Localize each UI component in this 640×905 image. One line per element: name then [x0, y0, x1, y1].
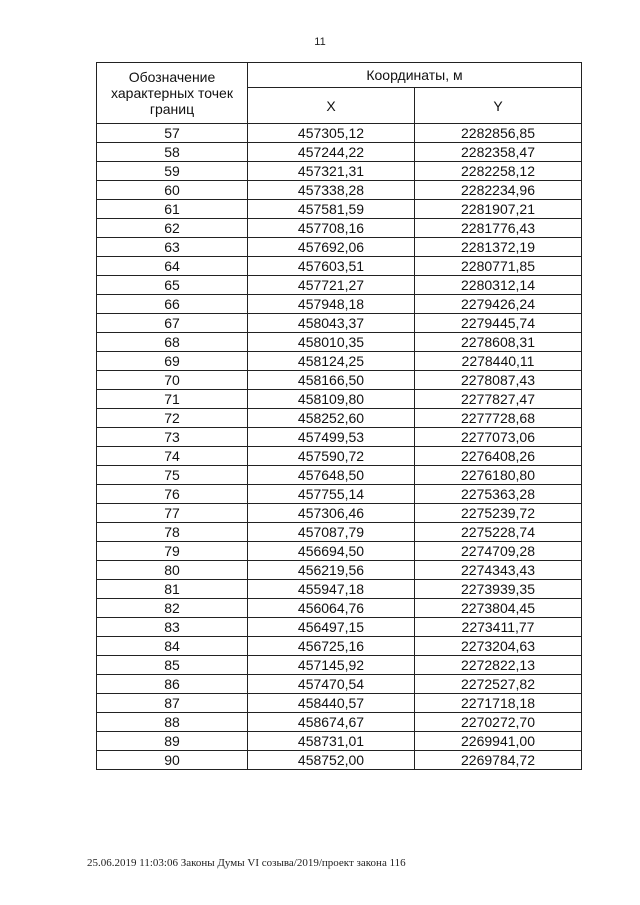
point-cell: 58	[97, 143, 248, 162]
x-cell: 458166,50	[248, 371, 415, 390]
x-cell: 458252,60	[248, 409, 415, 428]
table-row	[97, 485, 582, 504]
table-row	[97, 238, 582, 257]
x-cell: 457145,92	[248, 656, 415, 675]
x-cell: 457470,54	[248, 675, 415, 694]
table-row	[97, 599, 582, 618]
y-cell: 2271718,18	[415, 694, 582, 713]
x-cell: 458731,01	[248, 732, 415, 751]
point-cell: 88	[97, 713, 248, 732]
x-cell: 457305,12	[248, 124, 415, 143]
x-cell: 457692,06	[248, 238, 415, 257]
point-cell: 77	[97, 504, 248, 523]
table-row	[97, 276, 582, 295]
y-cell: 2273411,77	[415, 618, 582, 637]
y-cell: 2279426,24	[415, 295, 582, 314]
table-body	[97, 124, 582, 770]
y-cell: 2273204,63	[415, 637, 582, 656]
x-cell: 457244,22	[248, 143, 415, 162]
y-cell: 2278440,11	[415, 352, 582, 371]
table-row	[97, 447, 582, 466]
point-cell: 61	[97, 200, 248, 219]
table-row	[97, 219, 582, 238]
y-cell: 2272527,82	[415, 675, 582, 694]
table-header	[97, 63, 582, 124]
x-cell: 457321,31	[248, 162, 415, 181]
table-row	[97, 124, 582, 143]
point-cell: 71	[97, 390, 248, 409]
table-row	[97, 409, 582, 428]
point-cell: 78	[97, 523, 248, 542]
table-row	[97, 143, 582, 162]
x-cell: 457306,46	[248, 504, 415, 523]
x-cell: 457603,51	[248, 257, 415, 276]
point-cell: 86	[97, 675, 248, 694]
x-cell: 456219,56	[248, 561, 415, 580]
point-cell: 79	[97, 542, 248, 561]
x-cell: 458124,25	[248, 352, 415, 371]
point-cell: 57	[97, 124, 248, 143]
y-cell: 2274343,43	[415, 561, 582, 580]
x-cell: 457708,16	[248, 219, 415, 238]
y-cell: 2280771,85	[415, 257, 582, 276]
y-header: Y	[415, 88, 582, 124]
coordinates-header: Координаты, м	[248, 63, 582, 88]
x-header: X	[248, 88, 415, 124]
y-cell: 2281907,21	[415, 200, 582, 219]
x-cell: 457338,28	[248, 181, 415, 200]
y-cell: 2278608,31	[415, 333, 582, 352]
point-label-header: Обозначение характерных точек границ	[97, 63, 248, 124]
y-cell: 2282358,47	[415, 143, 582, 162]
x-cell: 457948,18	[248, 295, 415, 314]
point-cell: 81	[97, 580, 248, 599]
x-cell: 457648,50	[248, 466, 415, 485]
y-cell: 2277728,68	[415, 409, 582, 428]
x-cell: 456064,76	[248, 599, 415, 618]
point-cell: 80	[97, 561, 248, 580]
point-cell: 73	[97, 428, 248, 447]
y-cell: 2275228,74	[415, 523, 582, 542]
x-cell: 456694,50	[248, 542, 415, 561]
table-row	[97, 504, 582, 523]
x-cell: 458010,35	[248, 333, 415, 352]
table-row	[97, 371, 582, 390]
x-cell: 456497,15	[248, 618, 415, 637]
footer-stamp: 25.06.2019 11:03:06 Законы Думы VI созыва/2019/проект закона 116	[87, 857, 406, 869]
table-row	[97, 466, 582, 485]
table-row	[97, 523, 582, 542]
y-cell: 2280312,14	[415, 276, 582, 295]
x-cell: 458043,37	[248, 314, 415, 333]
x-cell: 457581,59	[248, 200, 415, 219]
y-cell: 2278087,43	[415, 371, 582, 390]
page-number: 11	[314, 36, 326, 48]
x-cell: 455947,18	[248, 580, 415, 599]
point-cell: 75	[97, 466, 248, 485]
table-row	[97, 257, 582, 276]
table-row	[97, 162, 582, 181]
point-cell: 82	[97, 599, 248, 618]
point-cell: 70	[97, 371, 248, 390]
table-row	[97, 314, 582, 333]
x-cell: 457590,72	[248, 447, 415, 466]
table-row	[97, 295, 582, 314]
y-cell: 2275363,28	[415, 485, 582, 504]
table-row	[97, 200, 582, 219]
y-cell: 2281372,19	[415, 238, 582, 257]
point-cell: 59	[97, 162, 248, 181]
table-row	[97, 333, 582, 352]
y-cell: 2272822,13	[415, 656, 582, 675]
table-row	[97, 732, 582, 751]
y-cell: 2276180,80	[415, 466, 582, 485]
point-cell: 69	[97, 352, 248, 371]
table-row	[97, 675, 582, 694]
table-row	[97, 181, 582, 200]
table-row	[97, 580, 582, 599]
x-cell: 458674,67	[248, 713, 415, 732]
point-cell: 89	[97, 732, 248, 751]
y-cell: 2275239,72	[415, 504, 582, 523]
table-row	[97, 352, 582, 371]
table-row	[97, 390, 582, 409]
y-cell: 2273804,45	[415, 599, 582, 618]
point-cell: 87	[97, 694, 248, 713]
x-cell: 457755,14	[248, 485, 415, 504]
y-cell: 2277827,47	[415, 390, 582, 409]
x-cell: 456725,16	[248, 637, 415, 656]
table-row	[97, 656, 582, 675]
table-row	[97, 637, 582, 656]
x-cell: 458752,00	[248, 751, 415, 770]
point-cell: 83	[97, 618, 248, 637]
y-cell: 2270272,70	[415, 713, 582, 732]
point-cell: 64	[97, 257, 248, 276]
point-cell: 84	[97, 637, 248, 656]
point-cell: 68	[97, 333, 248, 352]
y-cell: 2269941,00	[415, 732, 582, 751]
y-cell: 2279445,74	[415, 314, 582, 333]
x-cell: 457087,79	[248, 523, 415, 542]
y-cell: 2282258,12	[415, 162, 582, 181]
x-cell: 458109,80	[248, 390, 415, 409]
y-cell: 2277073,06	[415, 428, 582, 447]
x-cell: 457499,53	[248, 428, 415, 447]
point-cell: 63	[97, 238, 248, 257]
point-cell: 66	[97, 295, 248, 314]
point-cell: 72	[97, 409, 248, 428]
x-cell: 458440,57	[248, 694, 415, 713]
point-cell: 76	[97, 485, 248, 504]
table-row	[97, 694, 582, 713]
point-cell: 65	[97, 276, 248, 295]
y-cell: 2282234,96	[415, 181, 582, 200]
point-cell: 90	[97, 751, 248, 770]
table-row	[97, 542, 582, 561]
table-row	[97, 618, 582, 637]
point-cell: 67	[97, 314, 248, 333]
y-cell: 2269784,72	[415, 751, 582, 770]
y-cell: 2282856,85	[415, 124, 582, 143]
x-cell: 457721,27	[248, 276, 415, 295]
point-cell: 62	[97, 219, 248, 238]
coordinates-table	[96, 62, 582, 770]
header-row-top	[97, 63, 582, 88]
table-row	[97, 561, 582, 580]
y-cell: 2274709,28	[415, 542, 582, 561]
y-cell: 2273939,35	[415, 580, 582, 599]
point-cell: 60	[97, 181, 248, 200]
y-cell: 2281776,43	[415, 219, 582, 238]
point-cell: 85	[97, 656, 248, 675]
table-row	[97, 428, 582, 447]
point-cell: 74	[97, 447, 248, 466]
y-cell: 2276408,26	[415, 447, 582, 466]
table-row	[97, 713, 582, 732]
table-row	[97, 751, 582, 770]
